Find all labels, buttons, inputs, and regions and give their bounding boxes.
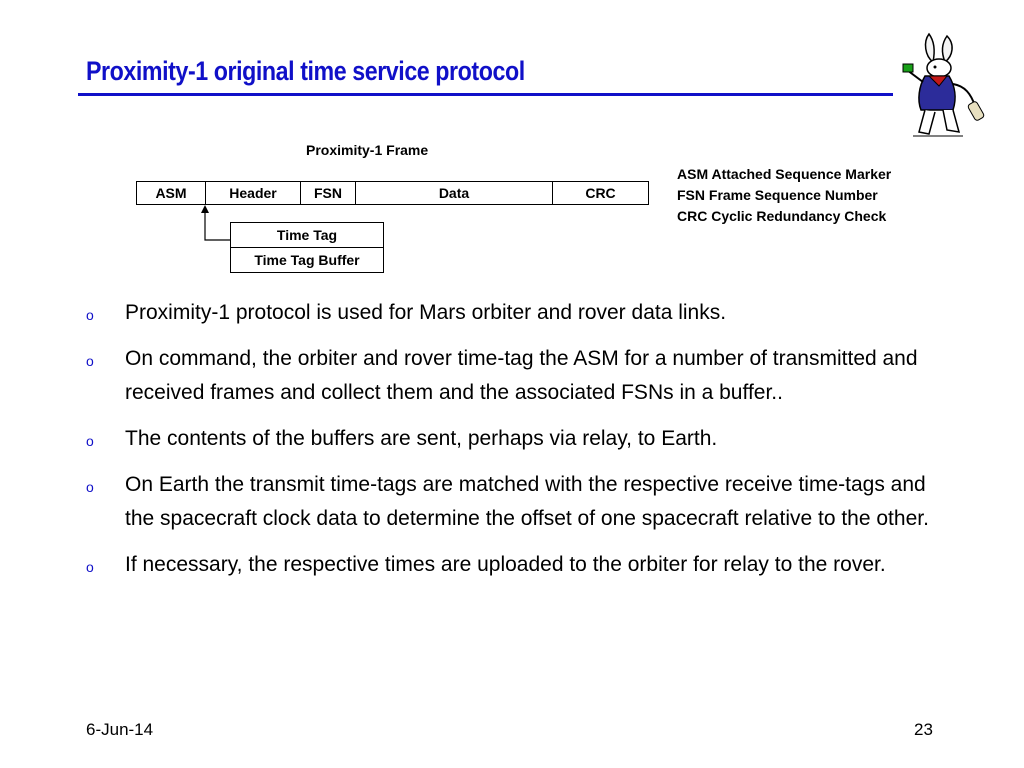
frame-caption: Proximity-1 Frame — [306, 142, 429, 158]
abbreviation-fsn: FSN Frame Sequence Number — [677, 187, 878, 203]
bullet-marker-icon: o — [86, 559, 94, 575]
bullet-text: On Earth the transmit time-tags are matched with the respective receive time-tags and the spacecraft clock data to determine the offset of one spacecraft relative to the other. — [125, 473, 929, 530]
abbreviation-legend — [677, 164, 891, 227]
frame-field-data: Data — [356, 182, 553, 204]
slide-title: Proximity-1 original time service protocol — [86, 56, 525, 86]
bullet-item — [86, 296, 946, 330]
bullet-marker-icon: o — [86, 353, 94, 369]
bullet-text: Proximity-1 protocol is used for Mars orbiter and rover data links. — [125, 301, 727, 324]
page-number: 23 — [914, 720, 933, 739]
bullet-list — [86, 296, 946, 594]
frame-field-asm: ASM — [137, 182, 206, 204]
bullet-marker-icon: o — [86, 479, 94, 495]
bullet-item — [86, 468, 946, 536]
frame-field-crc: CRC — [585, 185, 616, 201]
bullet-text: If necessary, the respective times are uploaded to the orbiter for relay to the rover. — [125, 553, 886, 576]
footer-date: 6-Jun-14 — [86, 720, 154, 739]
bullet-text: The contents of the buffers are sent, perhaps via relay, to Earth. — [125, 427, 718, 450]
bullet-marker-icon: o — [86, 307, 94, 323]
bullet-text: On command, the orbiter and rover time-tag the ASM for a number of transmitted and received frames and collect them and the associated FSNs in a buffer.. — [125, 347, 918, 404]
time-tag-box: Time Tag — [230, 222, 384, 248]
frame-field-header: Header — [206, 182, 301, 204]
bullet-item — [86, 342, 946, 410]
bullet-item — [86, 548, 946, 582]
bullet-item — [86, 422, 946, 456]
abbreviation-asm: ASM Attached Sequence Marker — [677, 166, 892, 182]
frame-field-fsn: FSN — [301, 182, 356, 204]
bullet-marker-icon: o — [86, 433, 94, 449]
abbreviation-crc: CRC Cyclic Redundancy Check — [677, 208, 887, 224]
time-tag-buffer-box: Time Tag Buffer — [230, 247, 384, 273]
